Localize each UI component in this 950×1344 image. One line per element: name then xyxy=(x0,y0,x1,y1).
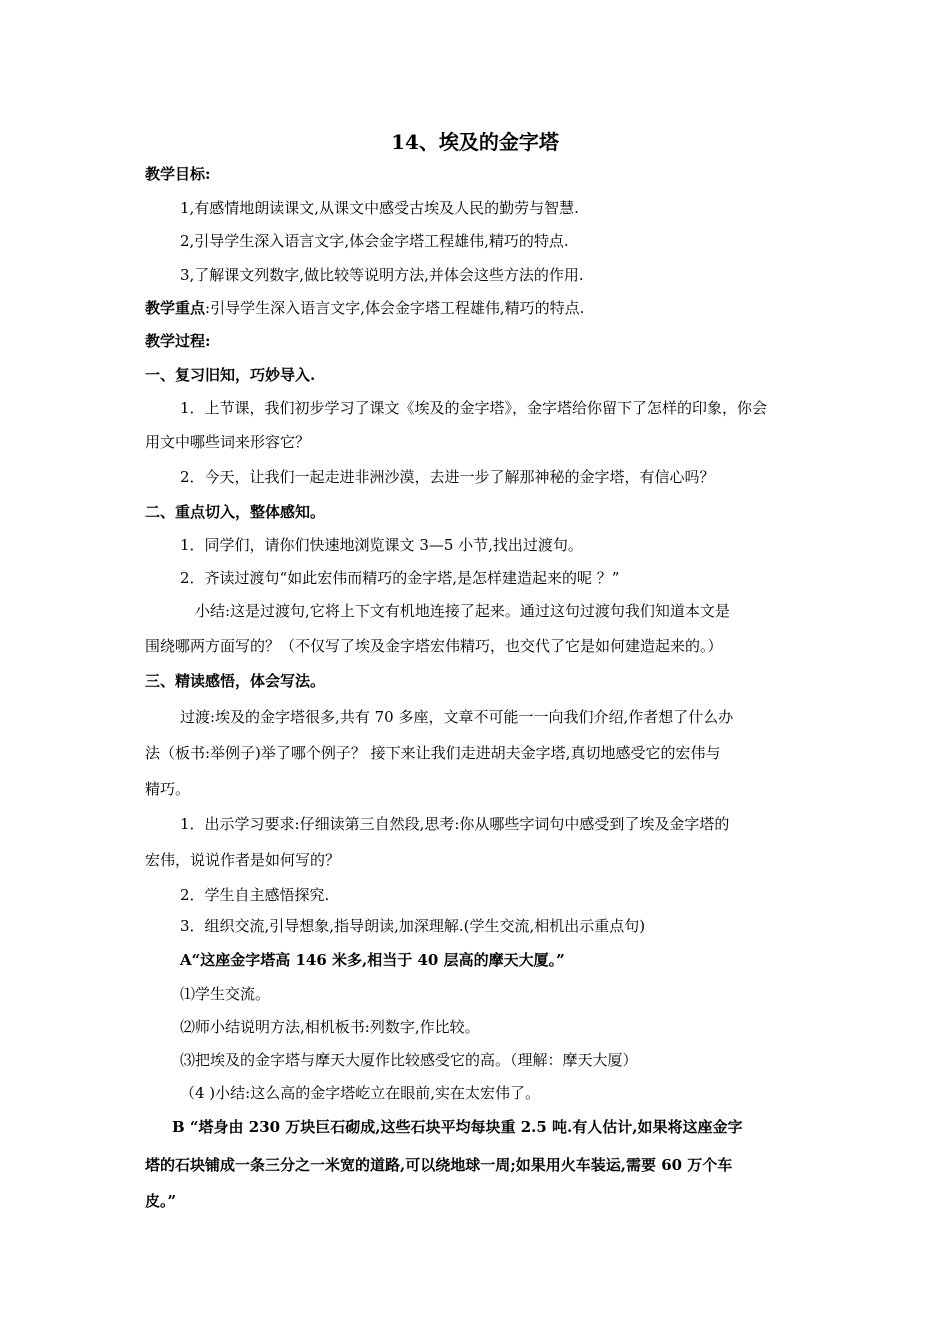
key-sentence-a: A“这座金字塔高 146 米多,相当于 40 层高的摩天大厦。” xyxy=(180,951,565,969)
paragraph-line: 精巧。 xyxy=(145,780,191,798)
objective-item: 3,了解课文列数字,做比较等说明方法,并体会这些方法的作用. xyxy=(180,266,584,284)
key-point-text: :引导学生深入语言文字,体会金字塔工程雄伟,精巧的特点. xyxy=(205,299,585,317)
section-heading: 三、精读感悟，体会写法。 xyxy=(145,672,326,690)
paragraph-line: 2．学生自主感悟探究. xyxy=(180,886,330,904)
key-point-label: 教学重点 xyxy=(145,299,206,317)
list-item: ⑵师小结说明方法,相机板书:列数字,作比较。 xyxy=(180,1018,480,1036)
paragraph-line: 用文中哪些词来形容它？ xyxy=(145,433,311,451)
list-item: （4 )小结:这么高的金字塔屹立在眼前,实在太宏伟了。 xyxy=(180,1084,540,1102)
key-sentence-b: 皮。” xyxy=(145,1192,177,1210)
list-item: ⑶把埃及的金字塔与摩天大厦作比较感受它的高。（理解：摩天大厦） xyxy=(180,1051,638,1069)
paragraph-line: 3．组织交流,引导想象,指导朗读,加深理解.(学生交流,相机出示重点句) xyxy=(180,917,646,935)
paragraph-line: 围绕哪两方面写的？（不仅写了埃及金字塔宏伟精巧，也交代了它是如何建造起来的。） xyxy=(145,637,723,655)
paragraph-line: 1．出示学习要求:仔细读第三自然段,思考:你从哪些字词句中感受到了埃及金字塔的 xyxy=(180,815,730,833)
section-heading: 二、重点切入，整体感知。 xyxy=(145,503,326,521)
paragraph-line: 2．齐读过渡句“如此宏伟而精巧的金字塔,是怎样建造起来的呢 ？” xyxy=(180,569,620,587)
paragraph-line: 法（板书:举例子)举了哪个例子？ 接下来让我们走进胡夫金字塔,真切地感受它的宏伟与 xyxy=(145,744,721,762)
paragraph-line: 宏伟，说说作者是如何写的？ xyxy=(145,851,341,869)
key-sentence-b: B “塔身由 230 万块巨石砌成,这些石块平均每块重 2.5 吨.有人估计,如果将这座金字 xyxy=(172,1118,743,1136)
key-sentence-b: 塔的石块铺成一条三分之一米宽的道路,可以绕地球一周;如果用火车装运,需要 60 万个车 xyxy=(145,1156,733,1174)
section-heading: 一、复习旧知，巧妙导入. xyxy=(145,366,316,384)
objectives-heading: 教学目标: xyxy=(145,165,211,183)
list-item: ⑴学生交流。 xyxy=(180,985,271,1003)
paragraph-line: 2．今天，让我们一起走进非洲沙漠，去进一步了解那神秘的金字塔，有信心吗？ xyxy=(180,468,715,486)
paragraph-line: 1．上节课，我们初步学习了课文《埃及的金字塔》，金字塔给你留下了怎样的印象，你会 xyxy=(180,399,768,417)
paragraph-line: 1．同学们，请你们快速地浏览课文 3—5 小节,找出过渡句。 xyxy=(180,536,583,554)
page-title: 14、埃及的金字塔 xyxy=(391,130,559,154)
process-heading: 教学过程: xyxy=(145,332,211,350)
objective-item: 2,引导学生深入语言文字,体会金字塔工程雄伟,精巧的特点. xyxy=(180,232,569,250)
paragraph-line: 过渡:埃及的金字塔很多,共有 70 多座，文章不可能一一向我们介绍,作者想了什么办 xyxy=(180,708,734,726)
objective-item: 1,有感情地朗读课文,从课文中感受古埃及人民的勤劳与智慧. xyxy=(180,199,579,217)
paragraph-line: 小结:这是过渡句,它将上下文有机地连接了起来。通过这句过渡句我们知道本文是 xyxy=(195,602,730,620)
key-point xyxy=(145,297,584,319)
